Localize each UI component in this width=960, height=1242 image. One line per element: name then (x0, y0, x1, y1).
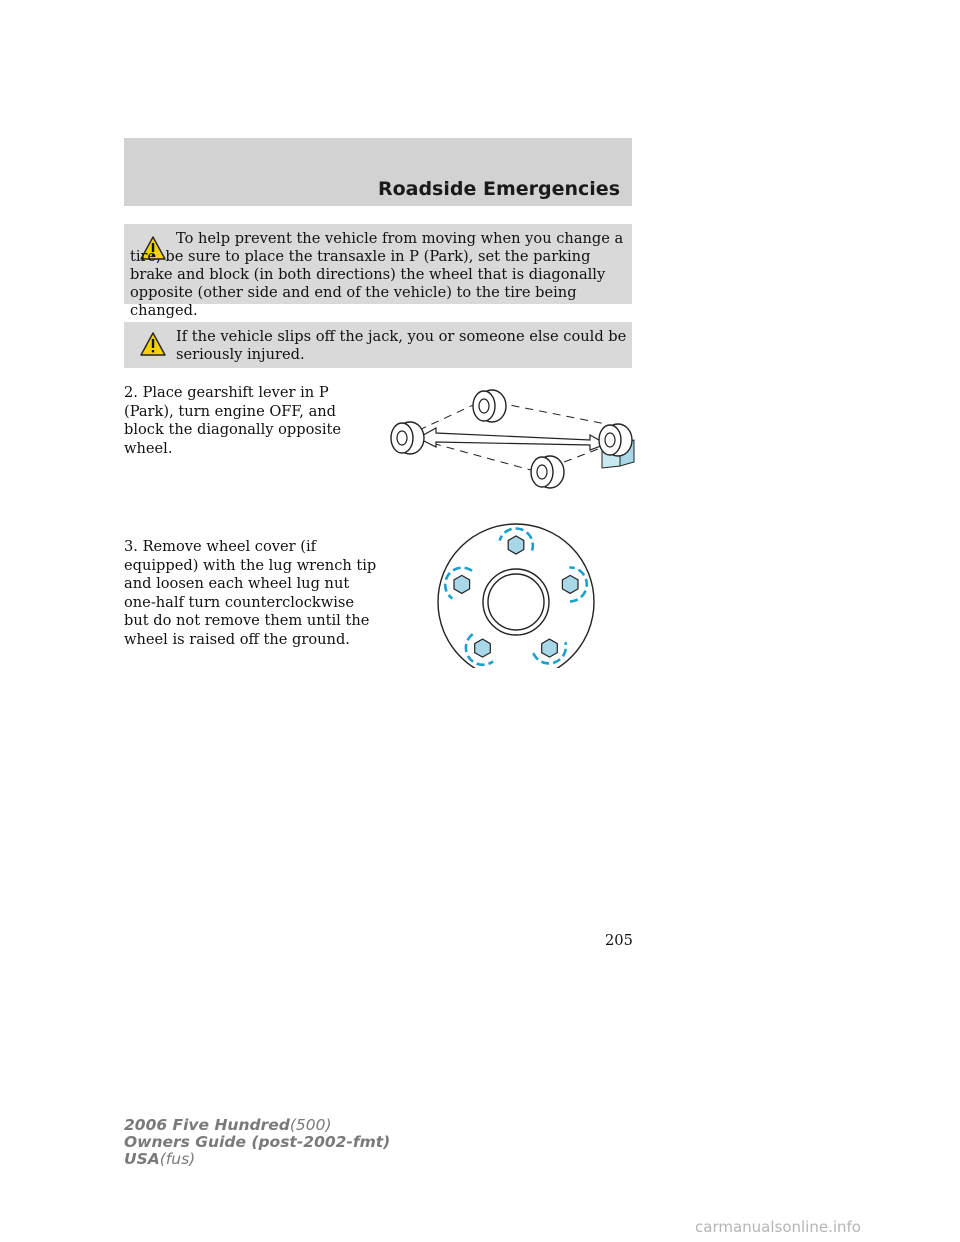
step-2-text: 2. Place gearshift lever in P (Park), turn engine OFF, and block the diagonally opposite wheel. (124, 384, 342, 457)
warning-triangle-icon (140, 332, 166, 356)
lug-nut (542, 639, 558, 657)
step-3-text: 3. Remove wheel cover (if equipped) with the lug wrench tip and loosen each wheel lug nut one-half turn counterclockwise but do not remove them until the wheel is raised off the ground. (124, 538, 377, 648)
footer-line-2: Owners Guide (post-2002-fmt) (124, 1133, 391, 1151)
warning-text: If the vehicle slips off the jack, you or someone else could be seriously injured. (176, 328, 627, 363)
footer (124, 1117, 390, 1168)
warning-text: To help prevent the vehicle from moving when you change a tire, be sure to place the transaxle in P (Park), set the parking brake and block (in both directions) the wheel that is diagonally opposite (other side and end of the vehicle) to the tire being changed. (130, 230, 624, 319)
wheel-rear-left (473, 390, 506, 422)
section-title: Roadside Emergencies (377, 178, 620, 200)
lug-nut (508, 536, 524, 554)
lug-nut (454, 575, 470, 593)
watermark: carmanualsonline.info (695, 1218, 861, 1236)
lug-nut (475, 639, 491, 657)
footer-line-1: 2006 Five Hundred(500) (124, 1116, 332, 1134)
header-band (124, 138, 632, 206)
page-number: 205 (605, 932, 633, 949)
diagonal-wheels-figure (384, 384, 636, 496)
wheel-rear-right-blocked (599, 424, 634, 468)
lug-nut (562, 575, 578, 593)
warning-box-parking (124, 224, 632, 319)
warning-box-jack (124, 322, 632, 368)
wheel-front-left (391, 422, 424, 454)
lug-nut-pattern-figure (430, 510, 608, 668)
wheel-front-right (531, 456, 564, 488)
footer-line-3: USA(fus) (124, 1150, 196, 1168)
